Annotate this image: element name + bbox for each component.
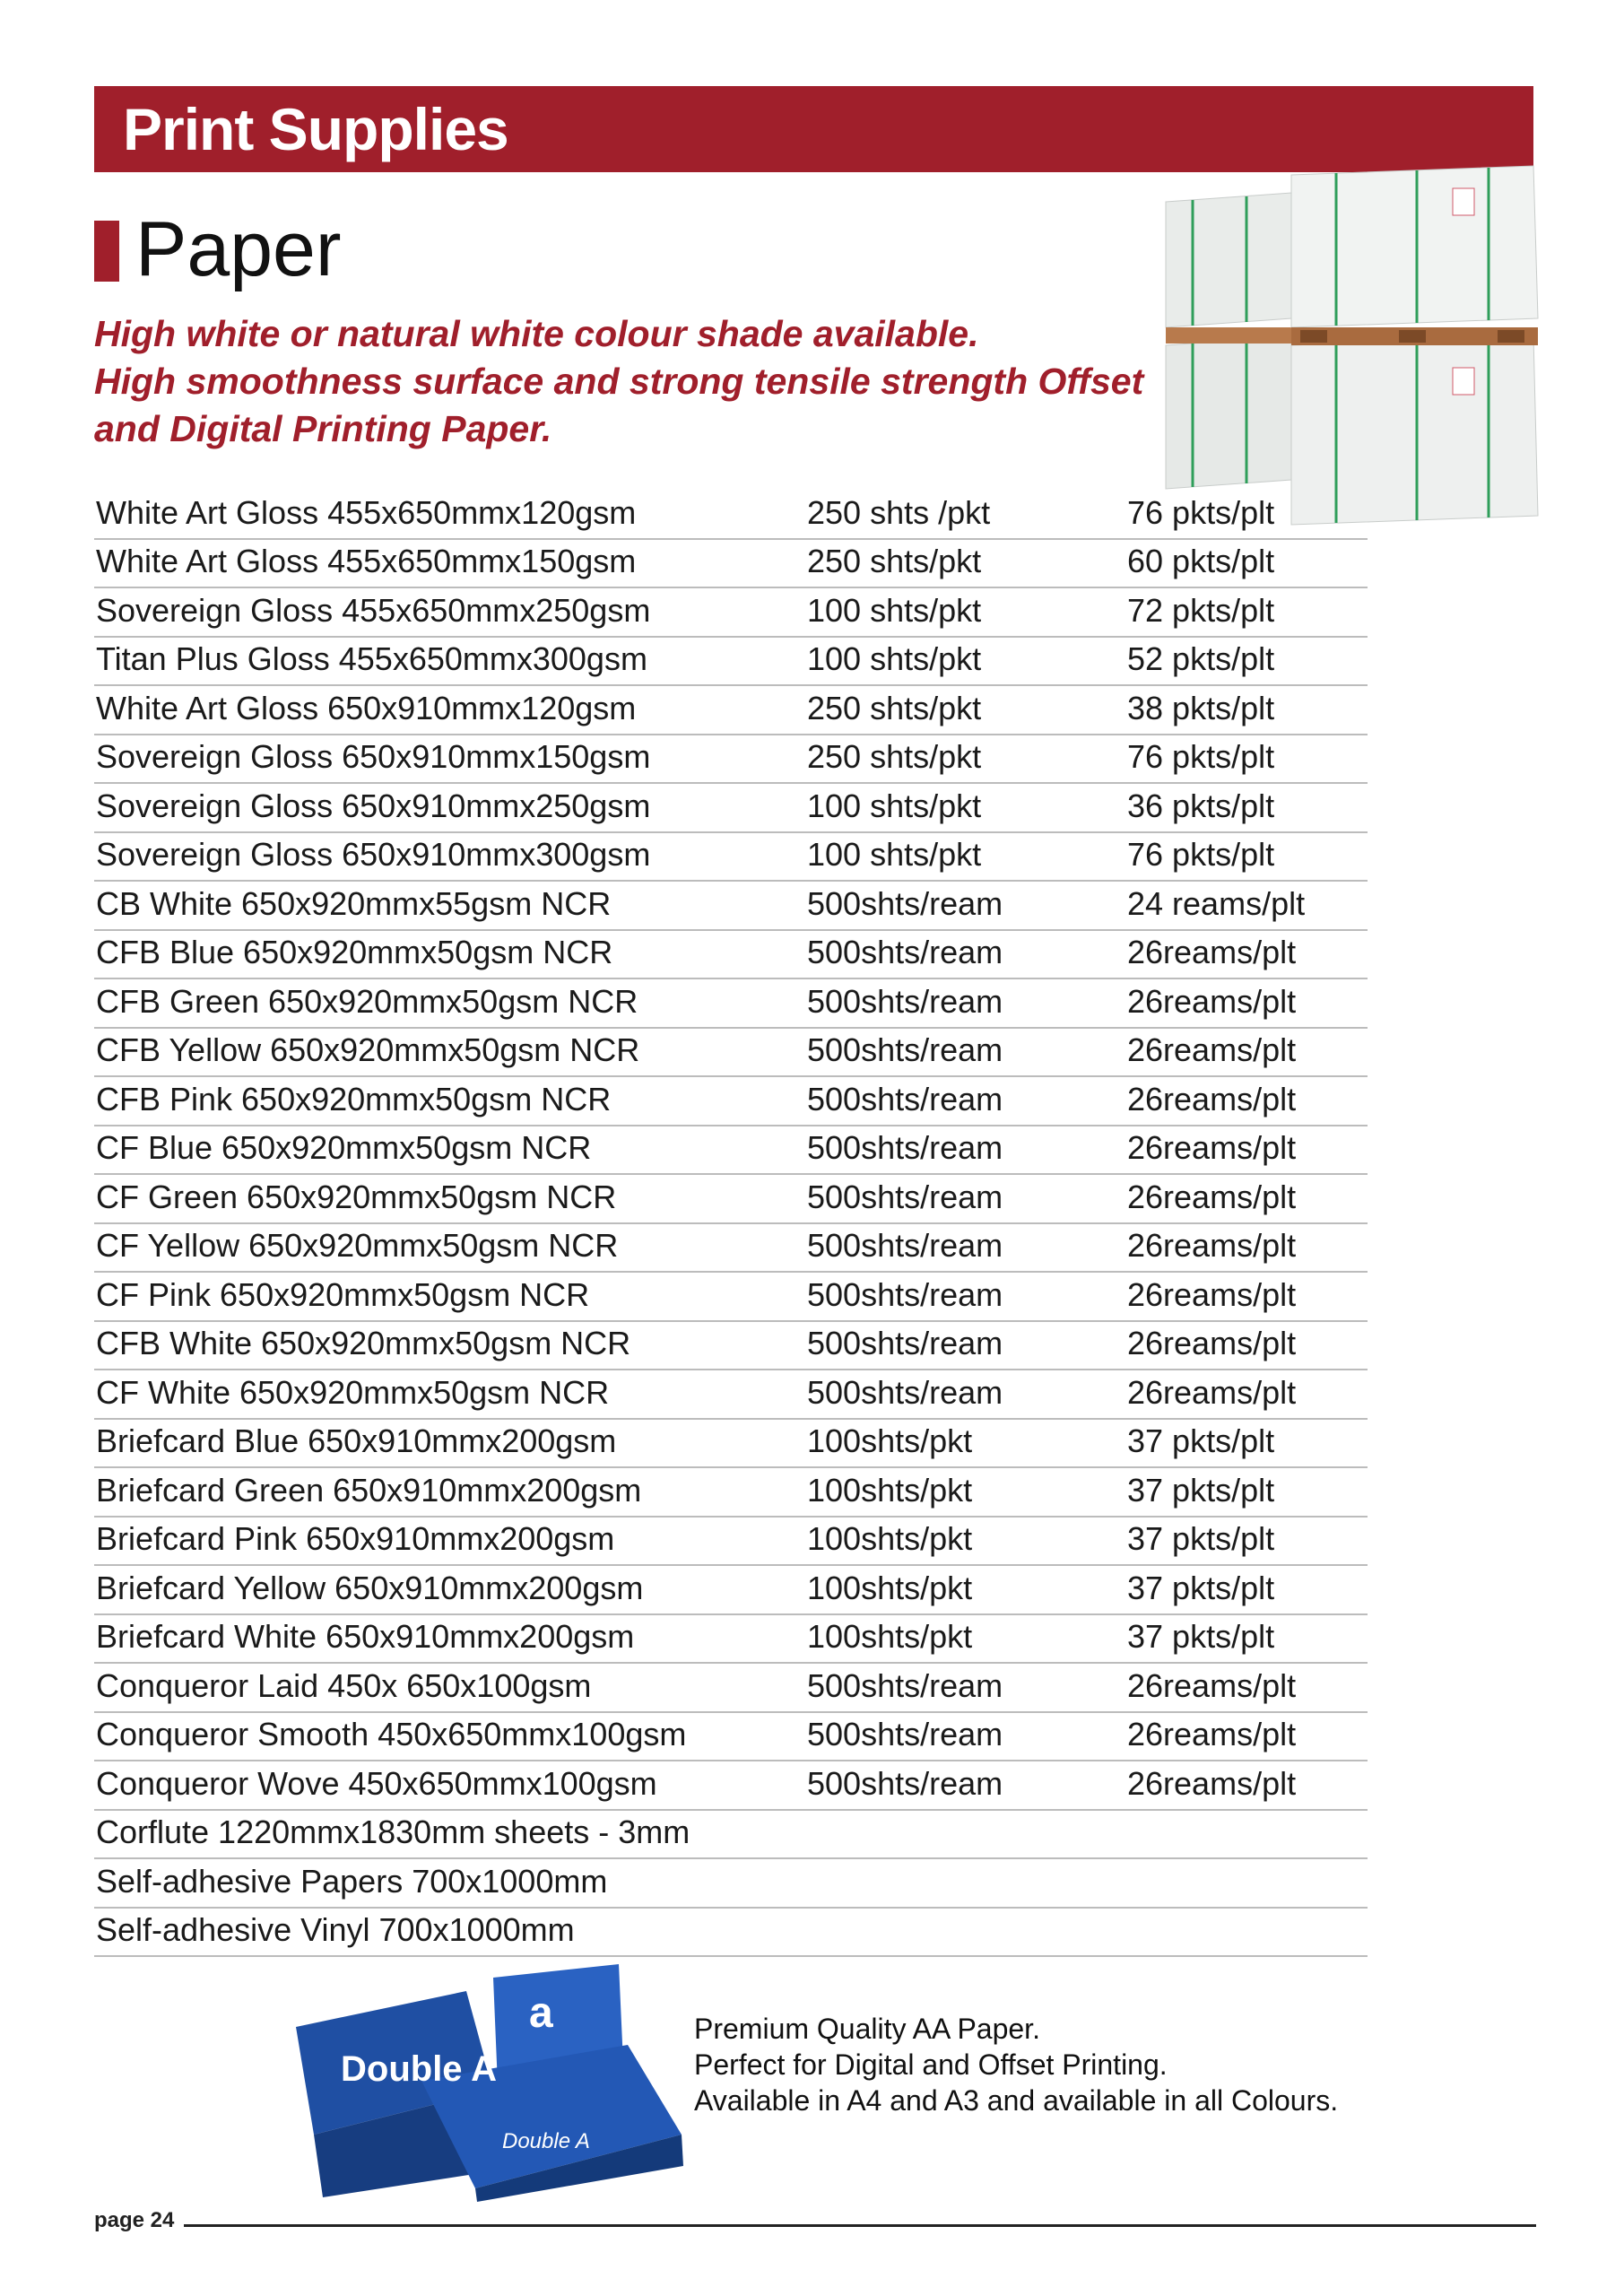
units-per-pallet: 36 pkts/plt [1127,787,1275,824]
product-name: CFB Blue 650x920mmx50gsm NCR [96,934,613,970]
table-row [94,686,1368,735]
footer-rule [184,2224,1536,2227]
sheets-per-unit: 100shts/pkt [807,1618,973,1655]
units-per-pallet: 60 pkts/plt [1127,543,1275,579]
product-name: Briefcard Green 650x910mmx200gsm [96,1471,642,1509]
sheets-per-unit: 250 shts /pkt [807,493,991,531]
sheets-per-unit: 100shts/pkt [807,1520,973,1557]
table-row [94,1566,1368,1615]
units-per-pallet: 26reams/plt [1127,1716,1297,1752]
intro-line: High smoothness surface and strong tensile strength Offset [94,361,1144,402]
sheets-per-unit: 100shts/pkt [807,1422,973,1459]
units-per-pallet: 26reams/plt [1127,1275,1297,1313]
units-per-pallet: 37 pkts/plt [1127,1520,1275,1557]
units-per-pallet: 76 pkts/plt [1127,836,1275,873]
units-per-pallet: 26reams/plt [1127,934,1297,970]
promo-text [694,2011,1338,2118]
double-a-paper-image [287,1955,690,2206]
intro-line: and Digital Printing Paper. [94,408,552,449]
page-title: Print Supplies [123,96,508,162]
table-row [94,1175,1368,1224]
units-per-pallet: 26reams/plt [1127,1373,1297,1411]
units-per-pallet: 26reams/plt [1127,1764,1297,1802]
table-row [94,588,1368,638]
paper-pallet-image [1157,161,1551,538]
sheets-per-unit: 500shts/ream [807,1080,1003,1118]
units-per-pallet: 37 pkts/plt [1127,1618,1275,1655]
units-per-pallet: 76 pkts/plt [1127,493,1275,531]
table-row [94,1322,1368,1371]
sheets-per-unit: 500shts/ream [807,934,1003,970]
units-per-pallet: 26reams/plt [1127,1325,1297,1361]
units-per-pallet: 37 pkts/plt [1127,1569,1275,1606]
units-per-pallet: 26reams/plt [1127,1031,1297,1068]
page-number: page 24 [94,2208,175,2232]
product-name: White Art Gloss 650x910mmx120gsm [96,689,637,726]
product-name: CFB Pink 650x920mmx50gsm NCR [96,1080,612,1118]
table-row [94,1370,1368,1420]
svg-text:a: a [529,1989,553,2037]
sheets-per-unit: 250 shts/pkt [807,543,982,579]
table-row [94,882,1368,931]
product-name: CFB White 650x920mmx50gsm NCR [96,1325,631,1361]
promo-line: Available in A4 and A3 and available in all Colours. [694,2084,1339,2117]
sheets-per-unit: 500shts/ream [807,1764,1003,1802]
units-per-pallet: 76 pkts/plt [1127,738,1275,775]
sheets-per-unit: 500shts/ream [807,982,1003,1020]
product-name: Conqueror Laid 450x 650x100gsm [96,1666,592,1704]
units-per-pallet: 26reams/plt [1127,1129,1297,1166]
product-name: Sovereign Gloss 455x650mmx250gsm [96,591,651,629]
table-row [94,1224,1368,1274]
header-banner [94,86,1533,172]
table-row [94,1420,1368,1469]
product-name: Self-adhesive Vinyl 700x1000mm [96,1911,575,1948]
table-row [94,735,1368,785]
sheets-per-unit: 500shts/ream [807,1227,1003,1264]
sheets-per-unit: 500shts/ream [807,1373,1003,1411]
table-row [94,1909,1368,1958]
product-name: White Art Gloss 455x650mmx150gsm [96,543,637,579]
table-row [94,1761,1368,1811]
table-row [94,1468,1368,1518]
units-per-pallet: 72 pkts/plt [1127,591,1275,629]
product-name: CF White 650x920mmx50gsm NCR [96,1373,610,1411]
product-name: Briefcard Pink 650x910mmx200gsm [96,1520,615,1557]
svg-text:Double A: Double A [502,2129,590,2153]
box-logo: Double A [341,2049,498,2089]
sheets-per-unit: 100shts/pkt [807,1471,973,1509]
product-name: Titan Plus Gloss 455x650mmx300gsm [96,640,647,677]
units-per-pallet: 26reams/plt [1127,1080,1297,1118]
sheets-per-unit: 100 shts/pkt [807,640,982,677]
product-name: Self-adhesive Papers 700x1000mm [96,1862,608,1900]
table-row [94,540,1368,589]
product-name: Briefcard Blue 650x910mmx200gsm [96,1422,617,1459]
sheets-per-unit: 100 shts/pkt [807,591,982,629]
intro-text [94,310,1144,453]
sheets-per-unit: 500shts/ream [807,884,1003,922]
sheets-per-unit: 250 shts/pkt [807,689,982,726]
units-per-pallet: 26reams/plt [1127,1666,1297,1704]
product-name: Conqueror Smooth 450x650mmx100gsm [96,1716,687,1752]
units-per-pallet: 37 pkts/plt [1127,1422,1275,1459]
units-per-pallet: 26reams/plt [1127,1227,1297,1264]
product-name: Briefcard Yellow 650x910mmx200gsm [96,1569,644,1606]
product-name: White Art Gloss 455x650mmx120gsm [96,493,637,531]
table-row [94,1811,1368,1860]
sheets-per-unit: 100 shts/pkt [807,836,982,873]
sheets-per-unit: 100 shts/pkt [807,787,982,824]
table-row [94,1859,1368,1909]
product-name: Sovereign Gloss 650x910mmx300gsm [96,836,651,873]
product-name: Sovereign Gloss 650x910mmx150gsm [96,738,651,775]
units-per-pallet: 38 pkts/plt [1127,689,1275,726]
sheets-per-unit: 100shts/pkt [807,1569,973,1606]
sheets-per-unit: 500shts/ream [807,1031,1003,1068]
units-per-pallet: 26reams/plt [1127,982,1297,1020]
product-name: CFB Yellow 650x920mmx50gsm NCR [96,1031,640,1068]
sheets-per-unit: 500shts/ream [807,1325,1003,1361]
table-row [94,1518,1368,1567]
product-name: CF Yellow 650x920mmx50gsm NCR [96,1227,619,1264]
sheets-per-unit: 500shts/ream [807,1275,1003,1313]
table-row [94,491,1368,540]
units-per-pallet: 24 reams/plt [1127,884,1306,922]
sheets-per-unit: 500shts/ream [807,1666,1003,1704]
sheets-per-unit: 500shts/ream [807,1178,1003,1215]
table-row [94,1615,1368,1665]
product-name: Briefcard White 650x910mmx200gsm [96,1618,635,1655]
table-row [94,1664,1368,1713]
product-name: Sovereign Gloss 650x910mmx250gsm [96,787,651,824]
table-row [94,1713,1368,1762]
table-row [94,931,1368,980]
sheets-per-unit: 500shts/ream [807,1716,1003,1752]
product-name: CF Green 650x920mmx50gsm NCR [96,1178,617,1215]
table-row [94,1273,1368,1322]
table-row [94,979,1368,1029]
table-row [94,784,1368,833]
table-row [94,1077,1368,1126]
intro-line: High white or natural white colour shade available. [94,313,979,354]
product-name: CB White 650x920mmx55gsm NCR [96,884,612,922]
section-marker [94,221,119,282]
product-name: Conqueror Wove 450x650mmx100gsm [96,1764,657,1802]
table-row [94,1126,1368,1176]
table-row [94,833,1368,883]
units-per-pallet: 26reams/plt [1127,1178,1297,1215]
table-row [94,1029,1368,1078]
units-per-pallet: 52 pkts/plt [1127,640,1275,677]
section-title: Paper [135,206,342,292]
sheets-per-unit: 250 shts/pkt [807,738,982,775]
sheets-per-unit: 500shts/ream [807,1129,1003,1166]
promo-line: Perfect for Digital and Offset Printing. [694,2048,1168,2081]
product-name: CF Pink 650x920mmx50gsm NCR [96,1275,590,1313]
product-name: CFB Green 650x920mmx50gsm NCR [96,982,638,1020]
promo-line: Premium Quality AA Paper. [694,2013,1040,2045]
units-per-pallet: 37 pkts/plt [1127,1471,1275,1509]
product-name: Corflute 1220mmx1830mm sheets - 3mm [96,1813,690,1850]
product-name: CF Blue 650x920mmx50gsm NCR [96,1129,592,1166]
table-row [94,638,1368,687]
product-table [94,491,1368,1957]
